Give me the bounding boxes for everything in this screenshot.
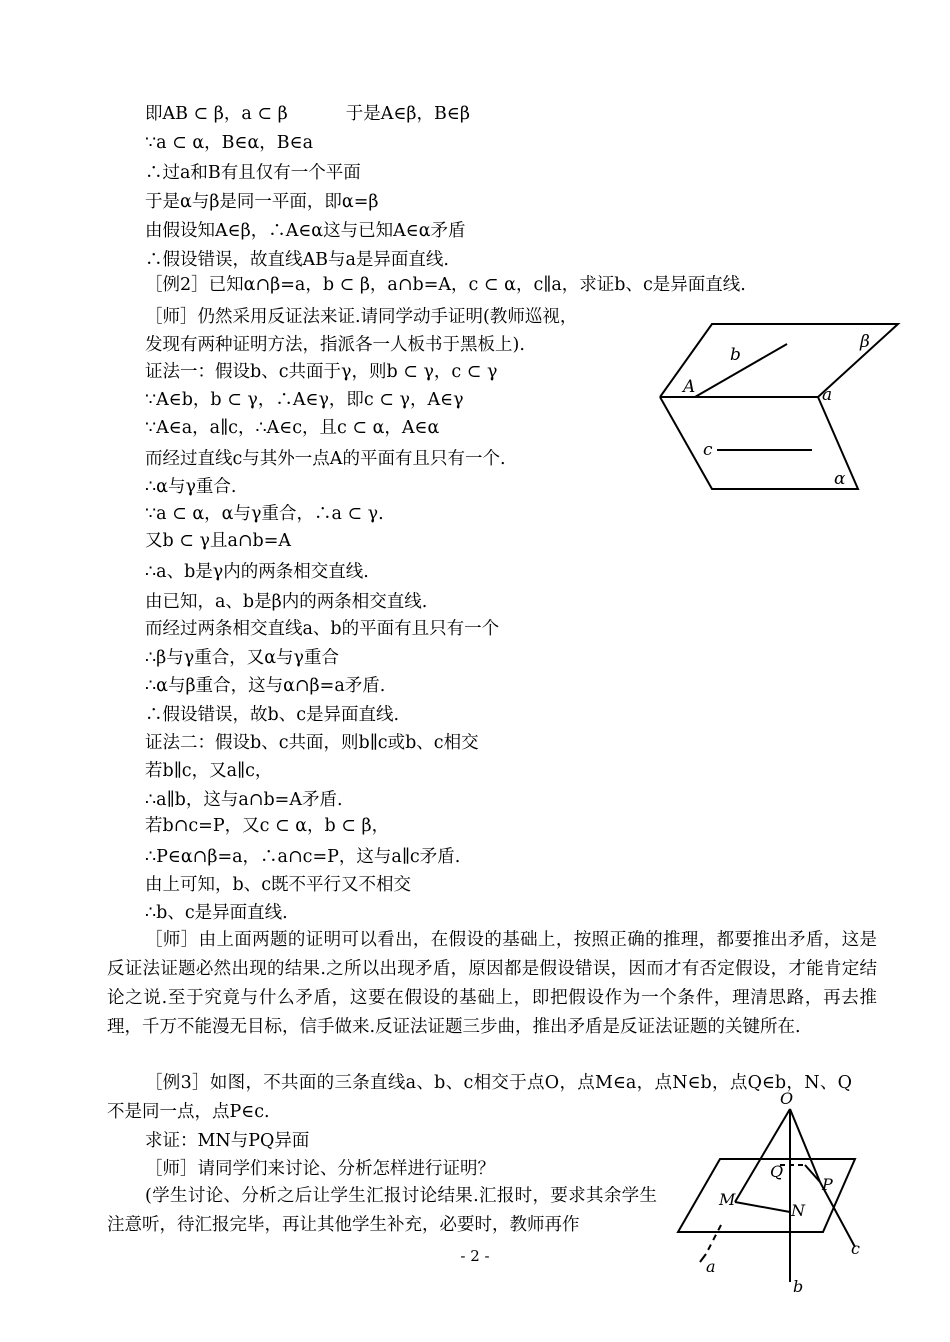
label-M: M: [719, 1190, 736, 1209]
text-line: 由假设知A∈β，∴A∈α这与已知A∈α矛盾: [145, 221, 466, 241]
example-2-statement: ［例2］已知α∩β=a，b ⊂ β，a∩b=A，c ⊂ α，c∥a，求证b、c是异面直线.: [145, 275, 746, 295]
label-Q: Q: [770, 1162, 784, 1181]
label-c: c: [851, 1239, 860, 1258]
text-line: ∴b、c是异面直线.: [145, 903, 288, 923]
text-line: 求证：MN与PQ异面: [145, 1131, 310, 1151]
text-line: 由已知，a、b是β内的两条相交直线.: [145, 592, 428, 612]
text-line: ∴过a和B有且仅有一个平面: [145, 163, 361, 183]
label-c: c: [703, 440, 713, 460]
teacher-summary-paragraph: ［师］由上面两题的证明可以看出，在假设的基础上，按照正确的推理，都要推出矛盾，这是反证法证题必然出现的结果.之所以出现矛盾，原因都是假设错误，因而才有否定假设，才能肯定结论之说.至于究竟与什么矛盾，这要在假设的基础上，即把假设作为一个条件，理清思路，再去推理，千万不能漫无目标，信手做来.反证法证题三步曲，推出矛盾是反证法证题的关键所在.: [107, 930, 877, 1037]
label-A: A: [683, 377, 696, 397]
text-line: ∴假设错误，故b、c是异面直线.: [145, 705, 400, 725]
segment-QP-solid: [805, 1165, 820, 1182]
text-line: ∵a ⊂ α，B∈α，B∈a: [145, 133, 314, 153]
label-P: P: [822, 1175, 833, 1194]
label-alpha: α: [834, 469, 846, 489]
line-c-upper: [790, 1109, 820, 1182]
text-line: 由上可知，b、c既不平行又不相交: [145, 875, 412, 895]
text-line: ∵A∈a，a∥c，∴A∈c，且c ⊂ α，A∈α: [145, 418, 440, 438]
line-b: [695, 344, 787, 397]
text-line: ∴α与γ重合.: [145, 477, 237, 497]
text-line: ∵a ⊂ α，α与γ重合，∴a ⊂ γ.: [145, 504, 384, 524]
segment-MN: [735, 1202, 790, 1212]
label-a: a: [706, 1257, 716, 1276]
text-line: 而经过两条相交直线a、b的平面有且只有一个: [145, 619, 500, 639]
text-line: 即AB ⊂ β，a ⊂ β 于是A∈β，B∈β: [145, 104, 470, 124]
text-line: 若b∩c=P，又c ⊂ α，b ⊂ β，: [145, 816, 390, 836]
label-a: a: [822, 385, 833, 405]
label-b: b: [730, 345, 741, 365]
page-number: - 2 -: [460, 1247, 490, 1265]
line-a-upper: [735, 1109, 790, 1202]
text-line: 于是α与β是同一平面，即α=β: [145, 192, 379, 212]
example-3-statement: ［例3］如图，不共面的三条直线a、b、c相交于点O，点M∈a，点N∈b，点Q∈b，N、Q不是同一点，点P∈c.: [107, 1073, 852, 1122]
text-line: 证法一：假设b、c共面于γ，则b ⊂ γ，c ⊂ γ: [145, 362, 498, 382]
text-line: ［师］仍然采用反证法来证.请同学动手证明(教师巡视，: [145, 307, 578, 327]
text-line: 又b ⊂ γ且a∩b=A: [145, 531, 292, 551]
text-line: ∵A∈b，b ⊂ γ，∴A∈γ，即c ⊂ γ，A∈γ: [145, 390, 464, 410]
text-line: 若b∥c，又a∥c，: [145, 761, 273, 781]
plane-parallelogram: [678, 1159, 855, 1232]
discussion-paragraph: (学生讨论、分析之后让学生汇报讨论结果.汇报时，要求其余学生注意听，待汇报完毕，再让其他学生补充，必要时，教师再作: [107, 1186, 657, 1235]
text-line: ∴a、b是γ内的两条相交直线.: [145, 562, 369, 582]
text-line: ∴β与γ重合，又α与γ重合: [145, 648, 339, 668]
text-line: ［师］请同学们来讨论、分析怎样进行证明？: [145, 1159, 495, 1179]
text-line: 证法二：假设b、c共面，则b∥c或b、c相交: [145, 733, 479, 753]
label-b: b: [793, 1277, 804, 1296]
plane-alpha-edge: [660, 397, 858, 489]
label-beta: β: [860, 332, 870, 352]
text-line: 而经过直线c与其外一点A的平面有且只有一个.: [145, 449, 506, 469]
text-line: ∴假设错误，故直线AB与a是异面直线.: [145, 250, 449, 270]
text-line: 发现有两种证明方法，指派各一人板书于黑板上).: [145, 335, 525, 355]
text-line: ∴α与β重合，这与α∩β=a矛盾.: [145, 676, 386, 696]
label-N: N: [791, 1201, 805, 1220]
label-O: O: [780, 1089, 794, 1108]
three-lines-figure: [675, 1089, 875, 1302]
text-line: ∴P∈α∩β=a，∴a∩c=P，这与a∥c矛盾.: [145, 847, 461, 867]
text-line: ∴a∥b，这与a∩b=A矛盾.: [145, 790, 343, 810]
two-planes-figure: [655, 318, 905, 493]
